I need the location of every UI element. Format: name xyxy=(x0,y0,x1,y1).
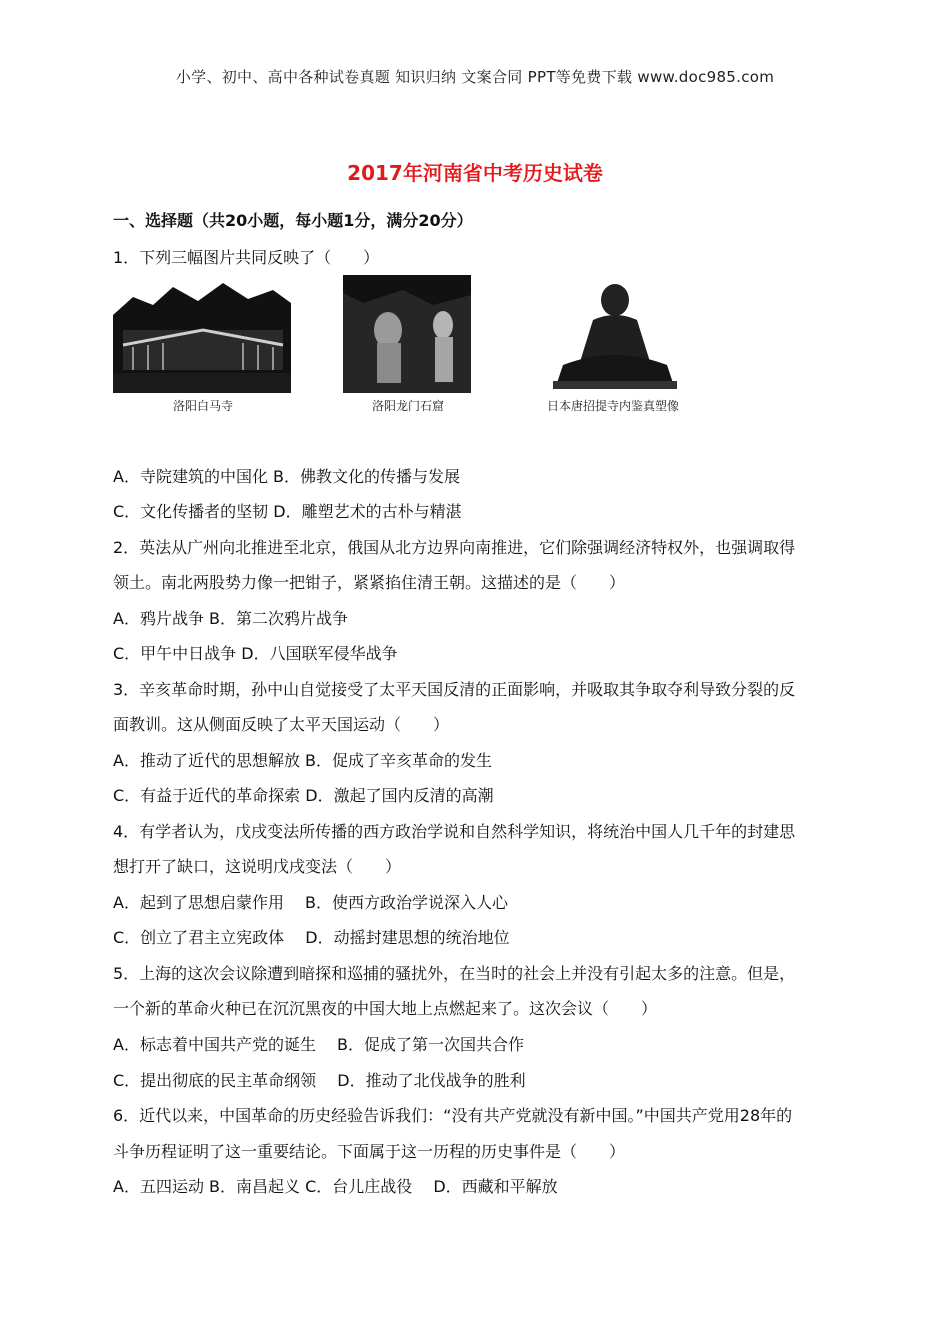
question-3-option-line: A．推动了近代的思想解放 B．促成了辛亥革命的发生 xyxy=(113,751,493,770)
question-3-option-line: C．有益于近代的革命探索 D．激起了国内反清的高潮 xyxy=(113,786,494,805)
question-1-figures xyxy=(113,275,703,425)
figure-caption: 洛阳白马寺 xyxy=(172,399,233,413)
question-3-stem: 面教训。这从侧面反映了太平天国运动（ ） xyxy=(113,715,450,734)
figure-jianzhen-statue xyxy=(523,275,703,413)
temple-photo xyxy=(113,275,291,393)
question-4-stem: 4．有学者认为，戊戌变法所传播的西方政治学说和自然科学知识，将统治中国人几千年的封建思 xyxy=(113,822,796,841)
question-1-option-line: C．文化传播者的坚韧 D．雕塑艺术的古朴与精湛 xyxy=(113,502,462,521)
question-2-stem: 领土。南北两股势力像一把钳子，紧紧掐住清王朝。这描述的是（ ） xyxy=(113,573,626,592)
question-1-option-line: A．寺院建筑的中国化 B．佛教文化的传播与发展 xyxy=(113,467,461,486)
statue-photo xyxy=(523,275,703,393)
question-5-option-line: A．标志着中国共产党的诞生 B．促成了第一次国共合作 xyxy=(113,1035,525,1054)
question-4-stem: 想打开了缺口，这说明戊戌变法（ ） xyxy=(113,857,402,876)
section-heading: 一、选择题（共20小题，每小题1分，满分20分） xyxy=(113,211,473,230)
grotto-photo xyxy=(343,275,471,393)
figure-white-horse-temple xyxy=(113,275,293,413)
question-5-stem: 5．上海的这次会议除遭到暗探和巡捕的骚扰外，在当时的社会上并没有引起太多的注意。但是， xyxy=(113,964,796,983)
question-2-option-line: C．甲午中日战争 D．八国联军侵华战争 xyxy=(113,644,398,663)
figure-longmen-grottoes xyxy=(343,275,473,413)
question-6-stem: 6．近代以来，中国革命的历史经验告诉我们：“没有共产党就没有新中国。”中国共产党用28年的 xyxy=(113,1106,793,1125)
figure-caption: 日本唐招提寺内鉴真塑像 xyxy=(546,399,679,413)
question-3-stem: 3．辛亥革命时期，孙中山自觉接受了太平天国反清的正面影响，并吸取其争取夺利导致分裂的反 xyxy=(113,680,796,699)
page-header: 小学、初中、高中各种试卷真题 知识归纳 文案合同 PPT等免费下载 www.doc985.com xyxy=(175,68,775,86)
page-title: 2017年河南省中考历史试卷 xyxy=(347,161,603,185)
question-2-stem: 2．英法从广州向北推进至北京，俄国从北方边界向南推进，它们除强调经济特权外，也强调取得 xyxy=(113,538,796,557)
question-6-option-line: A．五四运动 B．南昌起义 C．台儿庄战役 D．西藏和平解放 xyxy=(113,1177,558,1196)
question-6-stem: 斗争历程证明了这一重要结论。下面属于这一历程的历史事件是（ ） xyxy=(113,1142,626,1161)
question-4-option-line: A．起到了思想启蒙作用 B．使西方政治学说深入人心 xyxy=(113,893,509,912)
question-5-option-line: C．提出彻底的民主革命纲领 D．推动了北伐战争的胜利 xyxy=(113,1071,526,1090)
question-4-option-line: C．创立了君主立宪政体 D．动摇封建思想的统治地位 xyxy=(113,928,510,947)
figure-caption: 洛阳龙门石窟 xyxy=(371,399,444,413)
question-1-stem: 1．下列三幅图片共同反映了（ ） xyxy=(113,248,380,267)
question-2-option-line: A．鸦片战争 B．第二次鸦片战争 xyxy=(113,609,349,628)
question-5-stem: 一个新的革命火种已在沉沉黑夜的中国大地上点燃起来了。这次会议（ ） xyxy=(113,999,658,1018)
